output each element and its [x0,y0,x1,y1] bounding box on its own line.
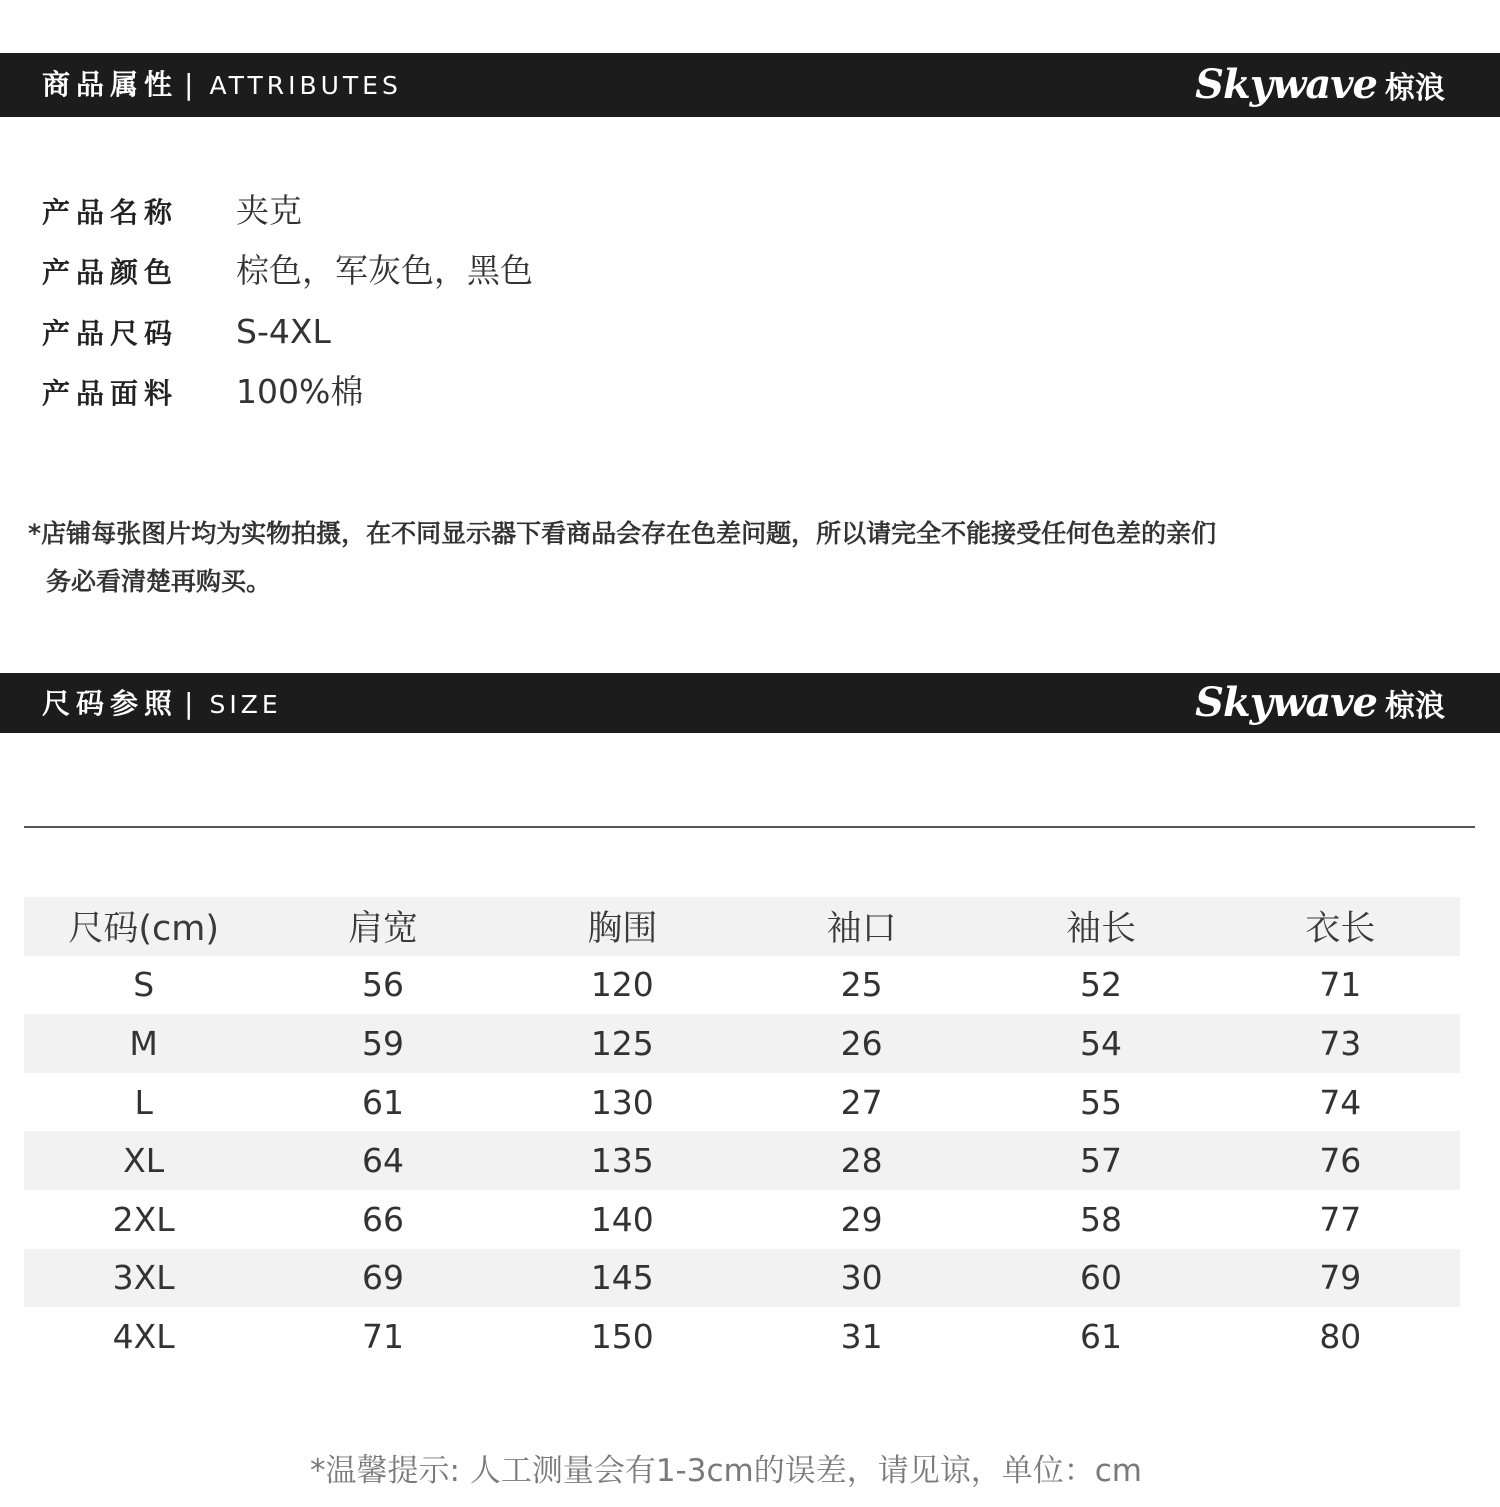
brand-logo-cn: 椋浪 [1385,689,1445,724]
table-cell: 80 [1319,1316,1362,1356]
table-cell: 66 [361,1199,404,1239]
table-cell: 55 [1079,1082,1122,1122]
table-cell: 56 [361,965,404,1005]
table-cell: 135 [503,1131,742,1190]
table-cell: 76 [1221,1131,1460,1190]
table-cell: 4XL [112,1316,175,1356]
notice-line-1: *店铺每张图片均为实物拍摄，在不同显示器下看商品会存在色差问题，所以请完全不能接受任何色差的亲们 [28,519,1217,548]
table-cell: 61 [1079,1316,1122,1356]
column-header: 胸围 [503,897,742,956]
attribute-value: 夹克 [236,191,302,230]
table-cell: 150 [590,1316,654,1356]
table-cell: 71 [1319,965,1362,1005]
attribute-value: S-4XL [236,312,331,351]
table-cell: 2XL [112,1199,175,1239]
table-row [24,1131,1460,1190]
table-cell: 69 [263,1249,502,1308]
table-cell: M [24,1014,263,1073]
column-header: 衣长 [1221,897,1460,956]
column-header: 尺码(cm) [24,897,263,956]
size-title-cn: 尺码参照 [42,687,179,720]
table-cell: 145 [503,1249,742,1308]
brand-logo [1195,53,1445,117]
table-cell: 61 [361,1082,404,1122]
table-divider [24,826,1475,828]
attributes-header-bar [0,53,1500,117]
size-header-title [42,673,282,733]
table-cell: 28 [742,1131,981,1190]
brand-logo-latin: Skywave [1195,61,1377,108]
table-cell: 73 [1221,1014,1460,1073]
table-cell: 52 [1079,965,1122,1005]
table-cell: 140 [590,1199,654,1239]
table-cell: 77 [1319,1199,1362,1239]
size-table [24,897,1460,1366]
measurement-tip: *温馨提示: 人工测量会有1-3cm的误差，请见谅，单位：cm [310,1453,1142,1489]
table-cell: 74 [1319,1082,1362,1122]
attribute-value: 棕色，军灰色，黑色 [236,251,533,290]
attributes-header-title [42,53,402,117]
column-header: 肩宽 [263,897,502,956]
table-row [24,1190,1460,1249]
table-header-row [24,897,1460,956]
table-cell: 30 [742,1249,981,1308]
table-cell: 58 [1079,1199,1122,1239]
table-cell: 120 [590,965,654,1005]
table-cell: 125 [503,1014,742,1073]
column-header: 袖长 [981,897,1220,956]
attribute-row-name [42,186,302,236]
table-cell: S [133,965,155,1005]
table-row [24,1249,1460,1308]
attribute-label: 产品颜色 [42,256,179,289]
column-header: 袖口 [742,897,981,956]
table-cell: L [134,1082,153,1122]
header-separator: | [184,687,200,720]
table-cell: 29 [840,1199,883,1239]
attribute-label: 产品尺码 [42,317,179,350]
brand-logo-cn: 椋浪 [1385,71,1445,106]
attribute-row-size [42,307,331,357]
brand-logo-latin: Skywave [1195,679,1377,726]
size-header-bar [0,673,1500,733]
table-cell: 59 [263,1014,502,1073]
table-cell: 71 [361,1316,404,1356]
table-cell: 3XL [24,1249,263,1308]
header-separator: | [184,68,200,101]
table-cell: 26 [742,1014,981,1073]
table-cell: 25 [840,965,883,1005]
table-cell: XL [24,1131,263,1190]
attribute-label: 产品面料 [42,377,179,410]
table-cell: 31 [840,1316,883,1356]
table-cell: 54 [981,1014,1220,1073]
attribute-row-fabric [42,367,363,417]
table-row [24,1073,1460,1132]
table-cell: 130 [590,1082,654,1122]
size-title-en: SIZE [209,690,282,719]
notice-line-2: 务必看清楚再购买。 [46,567,272,596]
attributes-title-cn: 商品属性 [42,68,179,101]
attribute-value: 100%棉 [236,372,364,411]
attribute-label: 产品名称 [42,196,179,229]
attributes-title-en: ATTRIBUTES [209,71,402,100]
brand-logo [1195,673,1445,733]
attribute-row-color [42,246,533,296]
table-cell: 60 [981,1249,1220,1308]
table-cell: 27 [840,1082,883,1122]
color-difference-notice [28,510,1408,606]
table-row [24,1307,1460,1366]
table-row [24,1014,1460,1073]
table-cell: 57 [981,1131,1220,1190]
table-cell: 79 [1221,1249,1460,1308]
table-cell: 64 [263,1131,502,1190]
table-row [24,956,1460,1015]
